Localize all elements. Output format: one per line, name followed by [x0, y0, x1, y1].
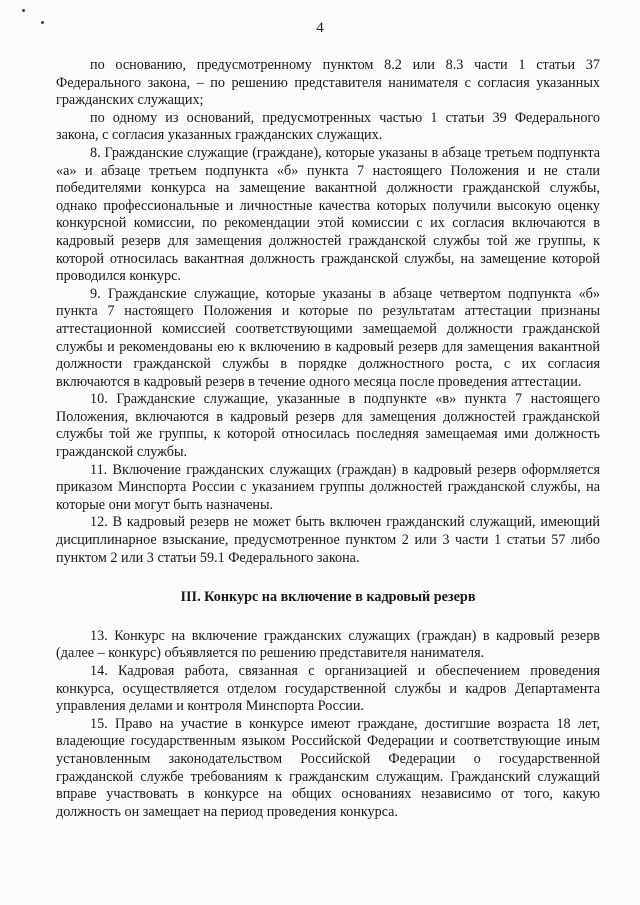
paragraph: по основанию, предусмотренному пунктом 8.2 или 8.3 части 1 статьи 37 Федерального закона, – по решению представителя нанимателя с согласия указанных гражданских служащих;	[56, 57, 600, 109]
scan-speck	[22, 9, 25, 12]
page-number: 4	[316, 20, 324, 36]
paragraph: 14. Кадровая работа, связанная с организацией и обеспечением проведения конкурса, осуществляется отделом государственной службы и кадров Департамента управления делами и контроля Минспорта России.	[56, 663, 600, 715]
paragraph: 13. Конкурс на включение гражданских служащих (граждан) в кадровый резерв (далее – конкурс) объявляется по решению представителя нанимателя.	[56, 627, 600, 662]
paragraph: 11. Включение гражданских служащих (граждан) в кадровый резерв оформляется приказом Минспорта России с указанием группы должностей гражданской службы, на которые они могут быть назначены.	[56, 461, 600, 513]
paragraph: по одному из оснований, предусмотренных частью 1 статьи 39 Федерального закона, с согласия указанных гражданских служащих.	[56, 109, 600, 144]
paragraph: 9. Гражданские служащие, которые указаны в абзаце четвертом подпункта «б» пункта 7 настоящего Положения и которые по результатам аттестации признаны аттестационной комиссией соответствующими замещаемой должности гражданской службы и рекомендованы ею к включению в кадровый резерв для замещения вакантной должности гражданской службы в порядке должностного роста, с их согласия включаются в кадровый резерв в течение одного месяца после проведения аттестации.	[56, 285, 600, 390]
paragraph: 15. Право на участие в конкурсе имеют граждане, достигшие возраста 18 лет, владеющие государственным языком Российской Федерации и соответствующие иным установленным законодательством Российской Федерации о государственной гражданской службе требованиям к гражданским служащим. Гражданский служащий вправе участвовать в конкурсе на общих основаниях независимо от того, какую должность он замещает на период проведения конкурса.	[56, 715, 600, 820]
section-heading: III. Конкурс на включение в кадровый резерв	[180, 589, 476, 606]
paragraph: 12. В кадровый резерв не может быть включен гражданский служащий, имеющий дисциплинарное взыскание, предусмотренное пунктом 2 или 3 части 1 статьи 57 либо пунктом 2 или 3 статьи 59.1 Федерального закона.	[56, 514, 600, 566]
paragraph: 8. Гражданские служащие (граждане), которые указаны в абзаце третьем подпункта «а» и абзаце третьем подпункта «б» пункта 7 настоящего Положения и не стали победителями конкурса на замещение вакантной должности гражданской службы, однако профессиональные и личностные качества которых получили высокую оценку конкурсной комиссии, по рекомендации этой комиссии с их согласия включаются в кадровый резерв для замещения должностей гражданской службы той же группы, к которой относилась вакантная должность гражданской службы, на замещение которой проводился конкурс.	[56, 144, 600, 285]
paragraph: 10. Гражданские служащие, указанные в подпункте «в» пункта 7 настоящего Положения, включаются в кадровый резерв для замещения должностей гражданской службы той же группы, к которой относилась последняя замещаемая ими должность гражданской службы.	[56, 391, 600, 461]
document-body	[56, 57, 600, 821]
